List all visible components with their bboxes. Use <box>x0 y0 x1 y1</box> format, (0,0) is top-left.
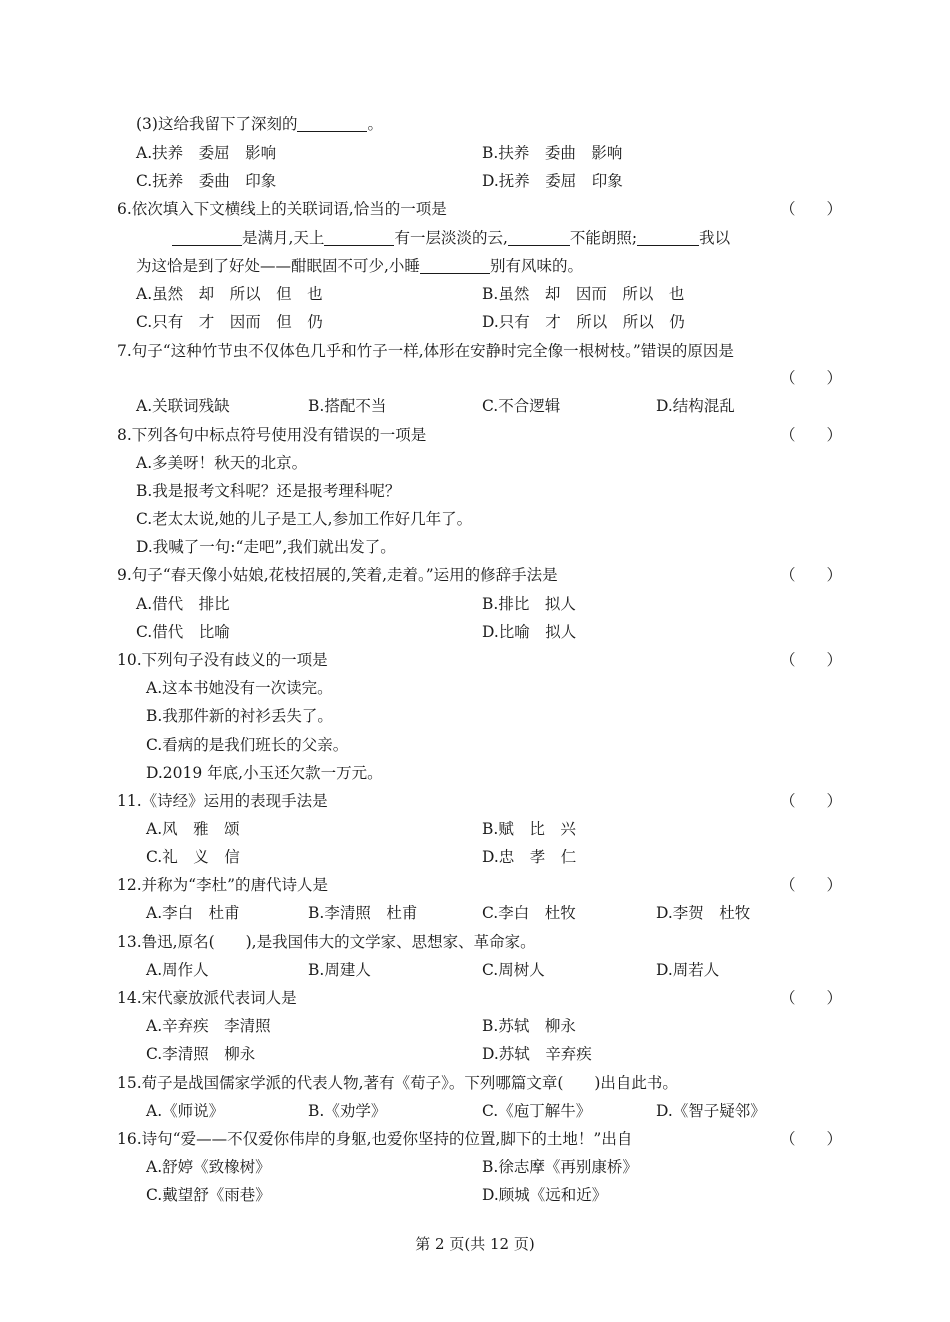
answer-paren: （ ） <box>780 200 843 218</box>
q13-options <box>146 956 830 984</box>
q5-sub3 <box>136 110 830 138</box>
page-number: 第 2 页(共 12 页) <box>415 1235 535 1253</box>
option-b: B.搭配不当 <box>308 397 387 415</box>
option-d: D.忠 孝 仁 <box>482 848 577 866</box>
option-b: B.赋 比 兴 <box>482 820 576 838</box>
option-a: A.辛弃疾 李清照 <box>146 1017 271 1035</box>
option-b: B.排比 拟人 <box>482 595 576 613</box>
q8-option-a <box>136 449 830 477</box>
option-d: D.顾城《远和近》 <box>482 1186 608 1204</box>
passage-text: 别有风味的。 <box>489 257 583 275</box>
answer-paren: （ ） <box>780 651 843 669</box>
answer-paren: （ ） <box>780 426 843 444</box>
q10-option-c <box>146 731 830 759</box>
option-b: B.《劝学》 <box>308 1102 387 1120</box>
option-a: A.舒婷《致橡树》 <box>146 1158 271 1176</box>
q9-options-row1 <box>136 590 830 618</box>
q8-stem <box>117 421 843 449</box>
option-a: A.多美呀！秋天的北京。 <box>136 454 308 472</box>
option-b: B.我是报考文科呢？还是报考理科呢？ <box>136 482 401 500</box>
answer-paren: （ ） <box>780 566 843 584</box>
option-c: C.不合逻辑 <box>482 397 561 415</box>
q9-stem <box>117 561 843 589</box>
question-text: 13.鲁迅,原名( ),是我国伟大的文学家、思想家、革命家。 <box>117 933 536 951</box>
question-text: 7.句子“这种竹节虫不仅体色几乎和竹子一样,体形在安静时完全像一根树枝。”错误的原因是 <box>117 342 734 360</box>
question-text: 10.下列句子没有歧义的一项是 <box>117 651 328 669</box>
option-d: D.只有 才 所以 所以 仍 <box>482 313 685 331</box>
option-a: A.虽然 却 所以 但 也 <box>136 285 323 303</box>
option-c: C.看病的是我们班长的父亲。 <box>146 736 349 754</box>
question-text: 15.荀子是战国儒家学派的代表人物,著有《荀子》。下列哪篇文章( )出自此书。 <box>117 1074 678 1092</box>
answer-paren: （ ） <box>780 1130 843 1148</box>
question-text: 6.依次填入下文横线上的关联词语,恰当的一项是 <box>117 200 447 218</box>
q15-options <box>146 1097 830 1125</box>
q12-options <box>146 899 830 927</box>
option-d: D.2019 年底,小玉还欠款一万元。 <box>146 764 383 782</box>
q14-stem <box>117 984 843 1012</box>
q16-stem <box>117 1125 843 1153</box>
passage-text: 为这恰是到了好处——酣眠固不可少,小睡 <box>136 257 420 275</box>
answer-blank <box>324 227 394 246</box>
q14-options-row1 <box>146 1012 830 1040</box>
q10-option-a <box>146 674 830 702</box>
question-text: 14.宋代豪放派代表词人是 <box>117 989 297 1007</box>
option-b: B.苏轼 柳永 <box>482 1017 576 1035</box>
option-b: B.我那件新的衬衫丢失了。 <box>146 707 333 725</box>
q15-stem <box>117 1069 830 1097</box>
question-text: 11.《诗经》运用的表现手法是 <box>117 792 328 810</box>
option-b: B.虽然 却 因而 所以 也 <box>482 285 685 303</box>
option-d: D.周若人 <box>656 961 720 979</box>
q5-sub3-text: (3)这给我留下了深刻的 <box>136 115 298 133</box>
q5-options-row1 <box>136 139 830 167</box>
q8-option-d <box>136 533 830 561</box>
option-a: A.借代 排比 <box>136 595 230 613</box>
q13-stem <box>117 928 830 956</box>
option-a: A.关联词残缺 <box>136 397 230 415</box>
q5-options-row2 <box>136 167 830 195</box>
option-a: A.《师说》 <box>146 1102 225 1120</box>
q6-options-row2 <box>136 308 830 336</box>
q10-option-b <box>146 702 830 730</box>
option-c: C.抚养 委曲 印象 <box>136 172 277 190</box>
passage-text: 不能朗照; <box>569 229 638 247</box>
q11-options-row2 <box>146 843 830 871</box>
option-c: C.李清照 柳永 <box>146 1045 256 1063</box>
q16-options-row2 <box>146 1181 830 1209</box>
option-d: D.《智子疑邻》 <box>656 1102 766 1120</box>
option-d: D.结构混乱 <box>656 397 735 415</box>
q8-option-b <box>136 477 830 505</box>
option-c: C.礼 义 信 <box>146 848 240 866</box>
q11-options-row1 <box>146 815 830 843</box>
option-b: B.李清照 杜甫 <box>308 904 418 922</box>
passage-text: 是满月,天上 <box>242 229 325 247</box>
q6-options-row1 <box>136 280 830 308</box>
option-d: D.李贺 杜牧 <box>656 904 751 922</box>
q7-paren-line <box>117 364 843 392</box>
question-text: 16.诗句“爱——不仅爱你伟岸的身躯,也爱你坚持的位置,脚下的土地！”出自 <box>117 1130 633 1148</box>
answer-blank <box>508 227 570 246</box>
q6-passage-line1 <box>172 224 830 252</box>
question-text: 8.下列各句中标点符号使用没有错误的一项是 <box>117 426 427 444</box>
option-c: C.老太太说,她的儿子是工人,参加工作好几年了。 <box>136 510 473 528</box>
option-d: D.比喻 拟人 <box>482 623 577 641</box>
answer-blank <box>297 113 367 132</box>
option-c: C.《庖丁解牛》 <box>482 1102 592 1120</box>
q11-stem <box>117 787 843 815</box>
option-c: C.周树人 <box>482 961 545 979</box>
option-b: B.扶养 委曲 影响 <box>482 144 623 162</box>
option-d: D.苏轼 辛弃疾 <box>482 1045 592 1063</box>
option-b: B.徐志摩《再别康桥》 <box>482 1158 638 1176</box>
q9-options-row2 <box>136 618 830 646</box>
answer-paren: （ ） <box>780 792 843 810</box>
option-a: A.周作人 <box>146 961 209 979</box>
option-a: A.李白 杜甫 <box>146 904 240 922</box>
answer-blank <box>172 227 242 246</box>
q12-stem <box>117 871 843 899</box>
question-text: 12.并称为“李杜”的唐代诗人是 <box>117 876 328 894</box>
q14-options-row2 <box>146 1040 830 1068</box>
q16-options-row1 <box>146 1153 830 1181</box>
option-d: D.抚养 委屈 印象 <box>482 172 623 190</box>
question-text: 9.句子“春天像小姑娘,花枝招展的,笑着,走着。”运用的修辞手法是 <box>117 566 558 584</box>
option-a: A.扶养 委屈 影响 <box>136 144 277 162</box>
option-b: B.周建人 <box>308 961 371 979</box>
option-c: C.借代 比喻 <box>136 623 230 641</box>
option-a: A.这本书她没有一次读完。 <box>146 679 333 697</box>
answer-paren: （ ） <box>780 876 843 894</box>
answer-paren: （ ） <box>780 369 843 387</box>
option-c: C.戴望舒《雨巷》 <box>146 1186 271 1204</box>
passage-text: 我以 <box>699 229 731 247</box>
answer-paren: （ ） <box>780 989 843 1007</box>
q8-option-c <box>136 505 830 533</box>
option-c: C.只有 才 因而 但 仍 <box>136 313 323 331</box>
q10-stem <box>117 646 843 674</box>
option-c: C.李白 杜牧 <box>482 904 576 922</box>
q6-passage-line2 <box>136 252 830 280</box>
q10-option-d <box>146 759 830 787</box>
option-a: A.风 雅 颂 <box>146 820 240 838</box>
answer-blank <box>637 227 699 246</box>
answer-blank <box>420 255 490 274</box>
passage-text: 有一层淡淡的云, <box>394 229 508 247</box>
q7-options <box>136 392 830 420</box>
q7-stem <box>117 337 830 365</box>
q6-stem <box>117 195 843 223</box>
q5-sub3-end: 。 <box>367 115 383 133</box>
option-d: D.我喊了一句:“走吧”,我们就出发了。 <box>136 538 396 556</box>
